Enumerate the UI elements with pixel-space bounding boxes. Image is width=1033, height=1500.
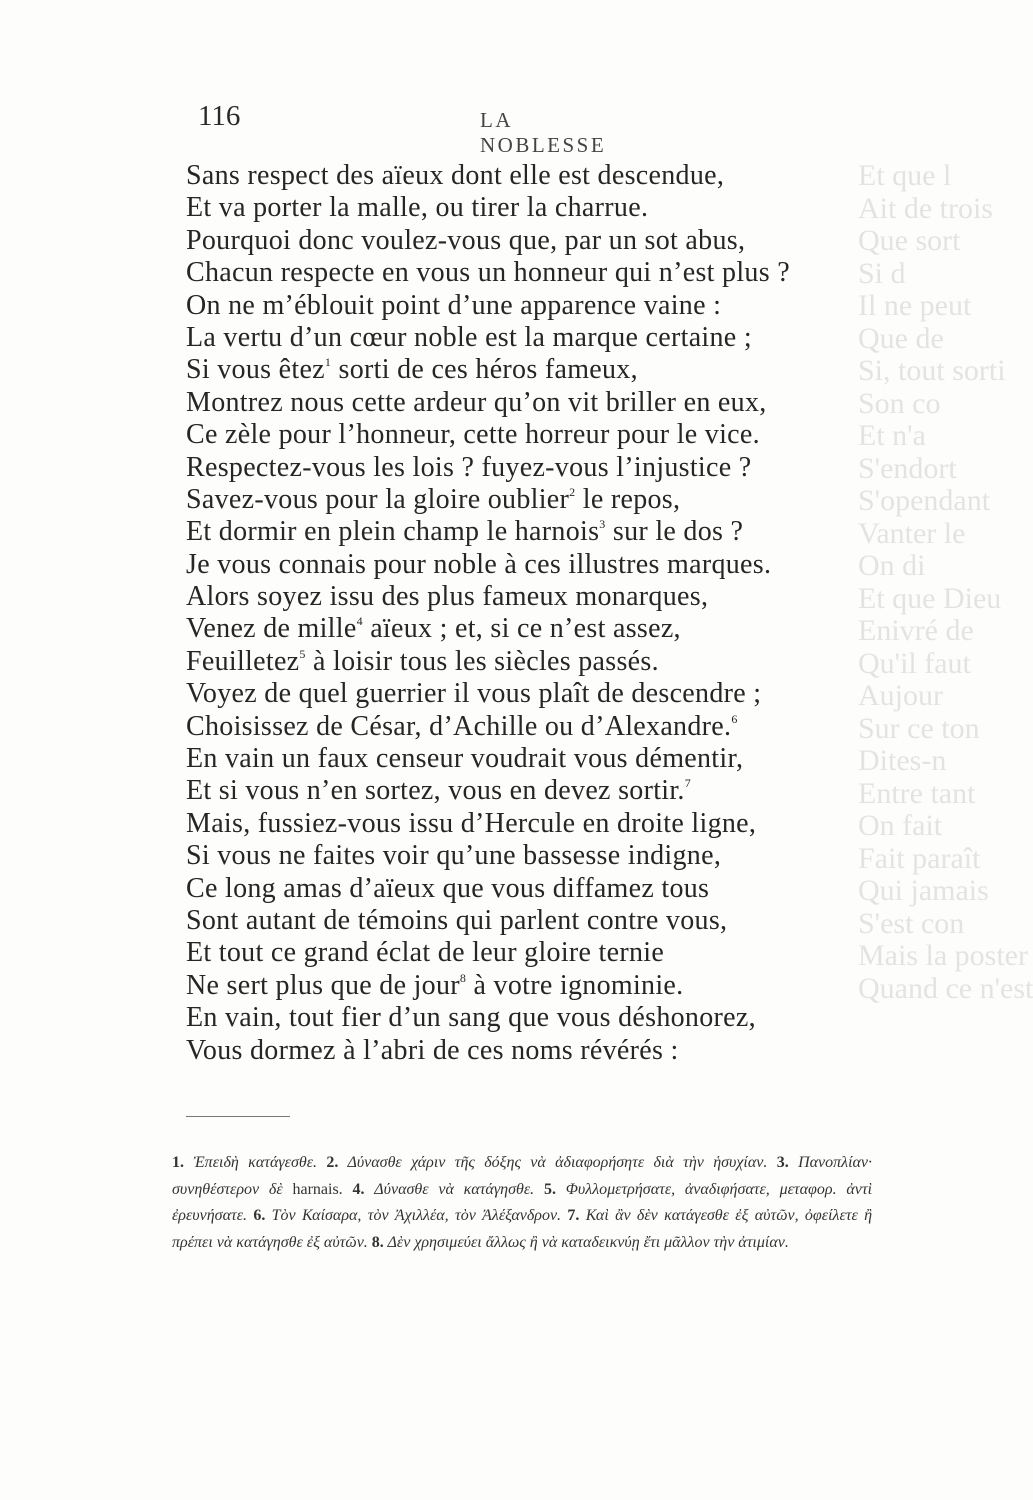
footnote-divider	[186, 1116, 290, 1117]
footnote-number: 8.	[371, 1233, 384, 1251]
footnote-number: 6.	[253, 1207, 266, 1224]
verse-line	[186, 970, 836, 1002]
verse-line	[186, 840, 836, 872]
verse-text: En vain, tout fier d’un sang que vous déshonorez,	[186, 1002, 756, 1034]
footnote-text: Δὲν χρησιμεύει ἄλλως ἢ νὰ καταδεικνύῃ ἔτι μᾶλλον τὴν ἀτιμίαν.	[387, 1233, 789, 1251]
verse-text: Montrez nous cette ardeur qu’on vit briller en eux,	[186, 386, 767, 418]
verse-text: Ce long amas d’aïeux que vous diffamez tous	[186, 872, 710, 904]
verse-line	[186, 257, 836, 289]
verse-text: Sont autant de témoins qui parlent contre vous,	[186, 904, 728, 936]
footnote-french-term: harnais.	[292, 1180, 343, 1198]
bleed-through-text: Et que l Ait de trois Que sort Si d Il ne peut Que de Si, tout sorti Son co Et n'a S'endort S'opendant Vanter le On di Et que Dieu Enivré de Qu'il faut Aujour Sur ce ton Dites-n Entre tant On fait Fait paraît Qui jamais S'est con Mais la poster Quand ce n'est	[858, 159, 1033, 1005]
verse-text: Si vous ne faites voir qu’une bassesse indigne,	[186, 840, 722, 872]
verse-line	[186, 808, 836, 840]
verse-line	[186, 484, 836, 516]
verse-text: Pourquoi donc voulez-vous que, par un sot abus,	[186, 224, 746, 256]
verse-text: Ne sert plus que de jour	[186, 969, 460, 1001]
footnote-text: Δύνασθε νὰ κατάγησθε.	[374, 1180, 535, 1198]
verse-text: Venez de mille	[186, 613, 357, 645]
page-number: 116	[198, 100, 241, 132]
verse-text: Voyez de quel guerrier il vous plaît de descendre ;	[186, 678, 762, 710]
verse-line	[186, 743, 836, 775]
verse-text: Et tout ce grand éclat de leur gloire ternie	[186, 937, 665, 969]
footnote-text: Τὸν Καίσαρα, τὸν Ἀχιλλέα, τὸν Ἀλέξανδρον.	[271, 1207, 562, 1224]
footnote-reference: 8	[459, 970, 467, 985]
verse-text: On ne m’éblouit point d’une apparence vaine :	[186, 289, 722, 321]
footnote-reference: 2	[569, 484, 576, 499]
verse-line	[186, 646, 836, 678]
footnote-number: 7.	[567, 1207, 580, 1224]
footnote-number: 2.	[326, 1154, 339, 1171]
verse-text: Respectez-vous les lois ? fuyez-vous l’injustice ?	[186, 451, 752, 483]
footnote-reference: 4	[356, 614, 363, 629]
footnote-reference: 7	[684, 776, 692, 791]
verse-line	[186, 290, 836, 322]
page-header	[198, 100, 638, 157]
verse-text: Savez-vous pour la gloire oublier	[186, 483, 570, 515]
verse-line	[186, 775, 836, 807]
verse-line	[186, 192, 836, 224]
verse-text-continued: à votre ignominie.	[466, 969, 684, 1001]
verse-line	[186, 1002, 836, 1034]
footnote-number: 4.	[352, 1180, 365, 1198]
verse-line	[186, 225, 836, 257]
footnote-number: 1.	[172, 1154, 184, 1171]
verse-text-continued: à loisir tous les siècles passés.	[305, 645, 659, 677]
verse-line	[186, 613, 836, 645]
verse-text-continued: sur le dos ?	[605, 516, 744, 548]
verse-line	[186, 419, 836, 451]
verse-text: Et si vous n’en sortez, vous en devez sortir.	[186, 775, 685, 807]
verse-line	[186, 354, 836, 386]
verse-text: Ce zèle pour l’honneur, cette horreur pour le vice.	[186, 419, 760, 451]
verse-text: Alors soyez issu des plus fameux monarques,	[186, 581, 709, 613]
verse-line	[186, 1035, 836, 1067]
verse-text: Chacun respecte en vous un honneur qui n’est plus ?	[186, 257, 790, 289]
verse-text: Et dormir en plein champ le harnois	[186, 516, 600, 548]
verse-line	[186, 452, 836, 484]
verse-line	[186, 873, 836, 905]
footnote-reference: 1	[324, 355, 332, 370]
running-title: LA NOBLESSE	[480, 108, 607, 157]
footnote-reference: 3	[599, 517, 606, 532]
verse-line	[186, 516, 836, 548]
verse-text: Vous dormez à l’abri de ces noms révérés :	[186, 1034, 679, 1066]
verse-line	[186, 387, 836, 419]
verse-line	[186, 322, 836, 354]
verse-text: Choisissez de César, d’Achille ou d’Alexandre.	[186, 710, 732, 742]
verse-line	[186, 160, 836, 192]
verse-text: Si vous êtez	[186, 354, 325, 386]
verse-text-continued: aïeux ; et, si ce n’est assez,	[362, 613, 681, 645]
footnote-text: Καὶ ἂν δὲν κατάγεσθε ἐξ αὐτῶν, ὀφείλετε ἢ πρέπει νὰ κατάγησθε ἐξ αὐτῶν.	[172, 1207, 873, 1251]
footnote-text: Φυλλομετρήσατε, ἀναδιφήσατε, μεταφορ. ἀντὶ ἐρευνήσατε.	[172, 1180, 873, 1224]
footnotes	[172, 1150, 872, 1256]
footnote-number: 3.	[776, 1154, 789, 1171]
footnote-reference: 6	[731, 711, 738, 726]
verse-line	[186, 711, 836, 743]
verse-text: Mais, fussiez-vous issu d’Hercule en droite ligne,	[186, 807, 757, 839]
verse-line	[186, 549, 836, 581]
footnote-text: Ἐπειδὴ κατάγεσθε.	[193, 1154, 318, 1171]
verse-line	[186, 937, 836, 969]
footnote-number: 5.	[543, 1180, 556, 1198]
footnote-reference: 5	[299, 646, 306, 661]
verse-text: Et va porter la malle, ou tirer la charrue.	[186, 192, 649, 224]
poem-text	[186, 160, 836, 1067]
verse-line	[186, 678, 836, 710]
verse-text: En vain un faux censeur voudrait vous démentir,	[186, 743, 744, 775]
verse-text-continued: sorti de ces héros fameux,	[331, 354, 638, 386]
verse-text: Feuilletez	[186, 645, 300, 677]
verse-line	[186, 905, 836, 937]
footnote-text: Δύνασθε χάριν τῆς δόξης νὰ ἀδιαφορήσητε διὰ τὴν ἡσυχίαν.	[347, 1154, 768, 1171]
verse-line	[186, 581, 836, 613]
verse-text: Je vous connais pour noble à ces illustres marques.	[186, 548, 772, 580]
verse-text: La vertu d’un cœur noble est la marque certaine ;	[186, 321, 752, 353]
footnote-text: Πανοπλίαν· συνηθέστερον δὲ	[172, 1154, 873, 1198]
verse-text-continued: le repos,	[575, 483, 681, 515]
verse-text: Sans respect des aïeux dont elle est descendue,	[186, 160, 725, 191]
